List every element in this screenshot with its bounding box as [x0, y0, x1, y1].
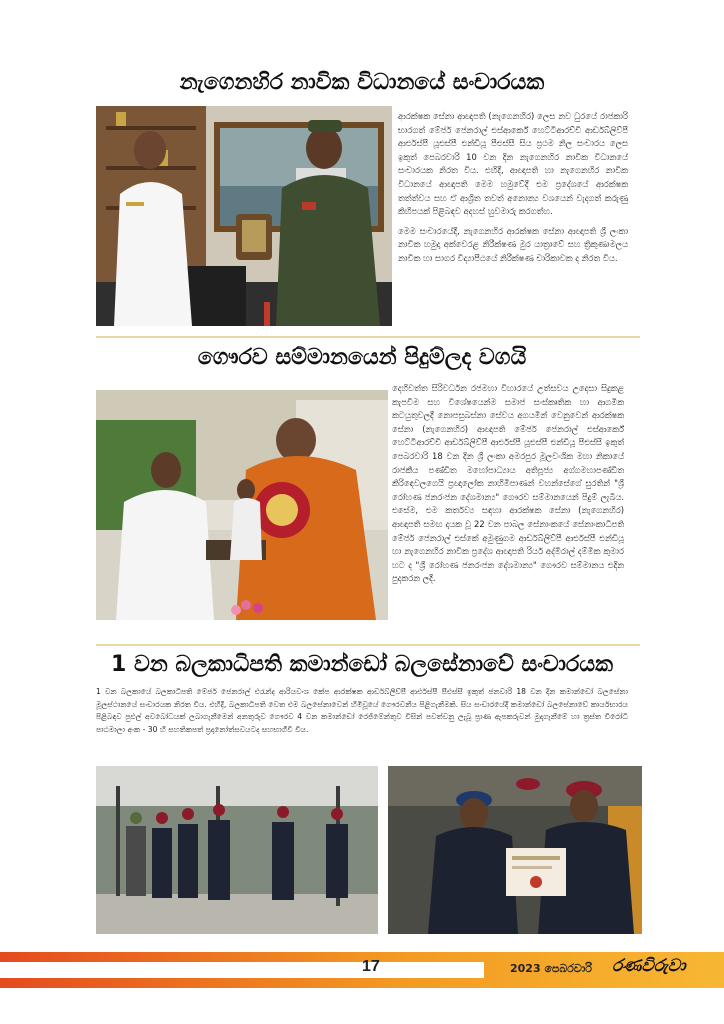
photo-monk-award-ceremony-image	[96, 390, 388, 620]
section1-title: නැගෙනහිර නාවික විධානයේ සංචාරයක	[179, 70, 545, 95]
issue-date: 2023 පෙබරවාරි	[510, 962, 593, 975]
section1-article	[398, 110, 628, 272]
section1-paragraph: ආරක්ෂක සේනා ආඥාපති (නැගෙනහිර) ලෙස නව ධුරයේ රාජකාරි භාරගත් මේජර් ජෙනරාල් එස්ආර්කේ හෙට්ටිආරච්චි ආර්ඩබ්ලිව්පී ආර්එස්පී යූඑස්පී එන්ඩියූ පීඑස්සී සිය ප්‍රථම නිල සංචාරය ලෙස ඉකුත් පෙබරවාරි 10 වන දින නැගෙනහිර නාවික විධානයේ සංචාරයක නිරත විය. එහිදී, ආඥාපති හා නැගෙනහිර නාවික විධානයේ ආඥාපති මෙම හමුවේදී එම ප්‍රදේශයේ ආරක්ෂක තත්ත්වය සහ ඒ ආශ්‍රිත තවත් අනොන්‍ය වශයෙන් වැදගත් කරුණු කිහිපයක් පිළිබඳව අදහස් හුවමාරු කරගත්හ.	[398, 111, 628, 217]
footer-white-strip	[0, 962, 484, 978]
section3-title: 1 වන බලකාධිපති කමාන්ඩෝ බලසේනාවේ සංචාරයක	[111, 652, 613, 677]
photo-monk-award-ceremony	[96, 390, 388, 620]
section2-title: ගෞරව සම්මානයෙන් පිදුම්ලද වගයි	[197, 345, 527, 370]
photo-navy-plaque-presentation-image	[96, 106, 392, 326]
photo-commando-guard-of-honour-image	[96, 766, 378, 934]
section2-paragraph: දෙහිවත්ත සිරිවර්ධන රජමහා විහාරයේ උත්සවය උදෙසා සිදුකළ කැපවීම සහ විශේෂයෙන්ම සමාජ සංස්කෘතික හා ආගමික කටයුතුවලදී නොපසුබස්නා සේවය අගයමින් වෙනුවෙන් ආරක්ෂක සේනා (නැගෙනහිර) ආඥාපති මේජර් ජෙනරාල් එස්ආර්කේ හෙට්ටිආරච්චි ආර්ඩබ්ලිව්පී ආර්එස්පී යූඑස්පී එන්ඩියූ පීඑස්සී ඉකුත් පෙබරවාරි 18 වන දින ශ්‍රී ලංකා අමරපුර මූලවංශික මහා නිකායේ රාජකීය පණ්ඩිත මහෝපාධ්‍යාය අතිපූජ්‍ය අග්ගමහාපණ්ඩිත කිරිඳෙවලගෙයි ප්‍රඥාලෝක නාහිමිපාණන් වහන්සේගේ සුරතින් "ශ්‍රී රෝහණ ජනරංජන දේශමාන්‍ය" ගෞරව සම්මානයෙන් පිදුම් ලැබීය. එසේම, එම කර්තව්‍ය සඳහා ආරක්ෂක සේනා (නැගෙනහිර) ආඥාපති සමඟ දායක වූ 22 වන පාබල සේනාංකයේ සේනාංකාධිපති මේජර් ජෙනරාල් එස්කේ අමුණුගම ආර්ඩබ්ලිව්පී ආර්එස්පී එන්ඩියූ හා නැගෙනහිර නාවික ප්‍රදේශ ආඥාපති රියර් අද්මිරාල් දම්මික කුමාර හට ද "ශ්‍රී රෝහණ ජනරංජන දේශමාන්‍ය" ගෞරව සම්මානය එදින පුදකරන ලදී.	[392, 383, 624, 584]
photo-commando-certificate-presentation	[388, 766, 642, 934]
section1-paragraph: මෙම සංචාරයේදී, නැගෙනහිර ආරක්ෂක සේනා ආඥාපති ශ්‍රී ලංකා නාවික හමුදා අක්වෙරළ නිරීක්ෂණ මුර යාත්‍රාවේ සහ ත්‍රිකුණාමලය නාවික හා සාගර විද්‍යාපීඨයේ නිරීක්ෂණ චාරිකාවක ද නිරත විය.	[398, 225, 628, 263]
page-number: 17	[362, 958, 380, 975]
photo-commando-certificate-presentation-image	[388, 766, 642, 934]
section3-paragraph: 1 වන බලකායේ බලකාධිපති මේජර් ජෙනරාල් එරැන්ද ආරියවංශ කේප ආරක්ෂක ආර්ඩබ්ලිව්පී ආර්එස්පී පීඑස්සී ඉකුත් ජනවාරි 18 වන දින කමාන්ඩෝ බලසේනා මූලස්ථානයේ සංචාරයක නිරත විය. එහිදී, බලකාධිපති වෙත එම බලසේනාවෙන් හිමිවූයේ ගෞරවනීය පිළිගැනීමකි. සිය සංචාරයේදී කමාන්ඩෝ බලසේනාවේ කාර්යභාරය පිළිබඳව පුළුල් අවබෝධයක් ලබාගැනීමෙන් අනතුරුව ගෞරව 4 වන කමාන්ඩෝ රෙජිමේන්තුව විසින් පවත්වනු ලැබූ ප්‍රාණ ඇපකරුවන් මුදාගැනීමේ හා ත්‍රස්ත විරෝධී පාඨමාලා අංක - 30 හි සහතිකපත් ප්‍රදානෝත්සවයටද සහභාගීවී විය.	[96, 687, 628, 734]
section3-article	[96, 686, 628, 742]
photo-commando-guard-of-honour	[96, 766, 378, 934]
photo-navy-plaque-presentation	[96, 106, 392, 326]
section-divider	[96, 336, 640, 338]
section-divider	[96, 644, 640, 646]
magazine-logo: රණවිරුවා	[612, 956, 686, 976]
section2-article	[392, 382, 624, 592]
